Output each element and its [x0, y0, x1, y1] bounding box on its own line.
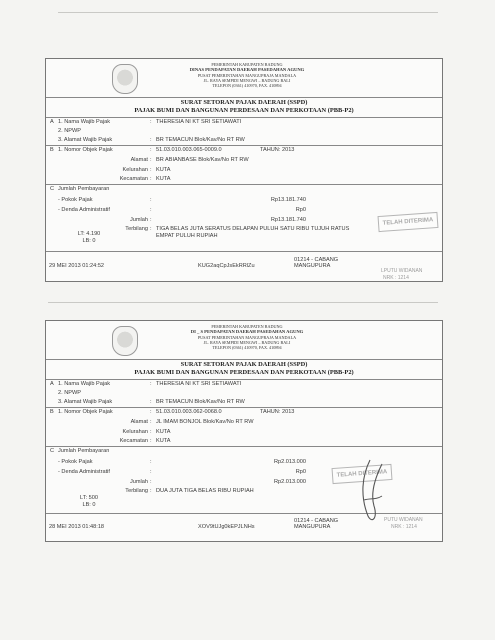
- colon: :: [150, 419, 152, 425]
- colon: :: [150, 488, 152, 494]
- label-terbilang: Terbilang: [125, 226, 148, 232]
- letterhead: [46, 59, 442, 98]
- colon: :: [150, 167, 152, 173]
- lh-line2: DINAS PENDAPATAN DAERAH PASEDAHAN AGUNG: [189, 67, 305, 73]
- value-lt: LT: 4.190: [77, 231, 101, 237]
- bank-branch-code: 01214 - CABANG: [294, 257, 339, 263]
- letterhead-text: [142, 324, 352, 350]
- title-line2: PAJAK BUMI DAN BANGUNAN PERDESAAN DAN PERKOTAAN (PBB-P2): [134, 106, 354, 114]
- label-denda: - Denda Administratif: [58, 469, 110, 475]
- government-emblem-icon: [112, 64, 138, 94]
- received-stamp: TELAH DITERIMA: [378, 212, 439, 232]
- lh-line3: PUSAT PEMERINTAHAN MANGUPRAJA MANDALA: [197, 72, 297, 78]
- lh-line5: TELEPON (0361) 410970, FAX. 410894: [212, 345, 282, 351]
- bank-branch-code: 01214 - CABANG: [294, 518, 339, 524]
- value-jumlah: Rp2.013.000: [273, 479, 306, 485]
- colon: :: [150, 137, 152, 143]
- value-kelurahan: KUTA: [156, 167, 171, 173]
- scan-edge: [48, 302, 438, 303]
- bank-branch: [294, 518, 338, 530]
- colon: :: [150, 381, 152, 387]
- value-pokok: Rp2.013.000: [273, 459, 306, 465]
- stamp-nrk: NRK : 1214: [391, 524, 417, 530]
- divider: [46, 145, 442, 146]
- colon: :: [150, 438, 152, 444]
- label-kecamatan: Kecamatan: [119, 176, 148, 182]
- value-denda: Rp0: [295, 207, 306, 213]
- bank-branch-name: MANGUPURA: [294, 524, 331, 531]
- tahun: TAHUN: 2013: [260, 147, 295, 153]
- label-npwp: 2. NPWP: [58, 128, 82, 134]
- value-nop: 51.03.010.003.062-0068.0: [156, 409, 222, 415]
- lh-line3: PUSAT PEMERINTAHAN MANGUPRAJA MANDALA: [197, 334, 297, 340]
- value-nama: THERESIA NI KT SRI SETIAWATI: [156, 381, 242, 387]
- value-nama: THERESIA NI KT SRI SETIAWATI: [156, 119, 242, 125]
- label-kecamatan: Kecamatan: [119, 438, 148, 444]
- lh-line1: PEMERINTAH KABUPATEN BADUNG: [211, 324, 283, 329]
- value-jumlah: Rp13.181.740: [270, 217, 306, 223]
- value-terbilang: TIGA BELAS JUTA SERATUS DELAPAN PULUH SATU RIBU TUJUH RATUS EMPAT PULUH RUPIAH: [156, 226, 350, 239]
- stamp-officer: LPUTU WIDANAN: [381, 268, 423, 274]
- colon: :: [150, 176, 152, 182]
- label-alamat: Alamat: [130, 157, 148, 163]
- divider: [46, 117, 442, 118]
- label-nama: 1. Nama Wajib Pajak: [58, 119, 111, 125]
- lh-line4: JL. RAYA SEMPIDI MENGWI – BADUNG BALI: [203, 339, 291, 345]
- transaction-code: XOV9tUJg0kEPJLNHs: [198, 524, 255, 530]
- section-c-marker: C: [50, 448, 55, 454]
- stamp-officer: PUTU WIDANAN: [384, 517, 423, 523]
- letterhead: [46, 321, 442, 360]
- label-denda: - Denda Administratif: [58, 207, 110, 213]
- colon: :: [150, 459, 152, 465]
- lh-line1: PEMERINTAH KABUPATEN BADUNG: [211, 62, 283, 67]
- divider: [46, 379, 442, 380]
- lh-line2: DI _ S PENDAPATAN DAERAH PASEDAHAN AGUNG: [190, 329, 304, 335]
- label-jumlah: Jumlah: [129, 217, 148, 223]
- label-terbilang: Terbilang: [125, 488, 148, 494]
- section-a-marker: A: [50, 119, 54, 125]
- document-title: [46, 361, 442, 376]
- section-a-marker: A: [50, 381, 54, 387]
- letterhead-text: [142, 62, 352, 88]
- value-terbilang: DUA JUTA TIGA BELAS RIBU RUPIAH: [156, 488, 254, 494]
- label-pokok: - Pokok Pajak: [58, 459, 93, 465]
- label-nop: 1. Nomor Objek Pajak: [58, 409, 113, 415]
- label-nop: 1. Nomor Objek Pajak: [58, 147, 113, 153]
- label-kelurahan: Kelurahan: [122, 167, 148, 173]
- title-line1: SURAT SETORAN PAJAK DAERAH (SSPD): [180, 99, 308, 106]
- colon: :: [150, 399, 152, 405]
- lh-line5: TELEPON (0361) 410970, FAX. 410894: [212, 83, 282, 89]
- colon: :: [150, 226, 152, 232]
- payment-date: 29 MEI 2013 01:24:52: [49, 263, 105, 269]
- colon: :: [150, 207, 152, 213]
- label-npwp: 2. NPWP: [58, 390, 82, 396]
- value-alamat-wp: BR TEMACUN Blok/Kav/No RT RW: [156, 137, 245, 143]
- land-building-area: [72, 231, 106, 244]
- section-b-marker: B: [50, 147, 54, 153]
- value-denda: Rp0: [295, 469, 306, 475]
- value-kecamatan: KUTA: [156, 438, 171, 444]
- divider: [46, 446, 442, 447]
- label-jumlah: Jumlah: [129, 479, 148, 485]
- label-jumlah-pembayaran: Jumlah Pembayaran: [58, 186, 110, 192]
- colon: :: [150, 429, 152, 435]
- section-b-marker: B: [50, 409, 54, 415]
- colon: :: [150, 409, 152, 415]
- scan-edge: [58, 12, 438, 13]
- value-kelurahan: KUTA: [156, 429, 171, 435]
- value-tahun: 2013: [281, 147, 295, 153]
- value-lt: LT: 500: [80, 495, 98, 501]
- section-c-marker: C: [50, 186, 55, 192]
- label-kelurahan: Kelurahan: [122, 429, 148, 435]
- stamp-nrk: NRK : 1214: [383, 275, 409, 281]
- received-stamp: TELAH DITERIMA: [332, 464, 393, 484]
- colon: :: [150, 197, 152, 203]
- value-tahun: 2013: [281, 409, 295, 415]
- government-emblem-icon: [112, 326, 138, 356]
- value-pokok: Rp13.181.740: [270, 197, 306, 203]
- colon: :: [150, 119, 152, 125]
- value-lb: LB: 0: [82, 501, 96, 508]
- payment-date: 28 MEI 2013 01:48:18: [49, 524, 105, 530]
- colon: :: [150, 217, 152, 223]
- colon: :: [150, 157, 152, 163]
- label-alamat-wp: 3. Alamat Wajib Pajak: [58, 137, 113, 143]
- label-tahun: TAHUN: [260, 409, 279, 415]
- divider: [46, 184, 442, 185]
- lh-line4: JL. RAYA SEMPIDI MENGWI – BADUNG BALI: [203, 77, 291, 83]
- transaction-code: KUG2aqCpJsEkRRlZu: [198, 263, 255, 269]
- sspd-receipt-2: [45, 320, 443, 542]
- bank-branch-name: MANGUPURA: [294, 263, 331, 270]
- land-building-area: [72, 495, 106, 508]
- label-jumlah-pembayaran: Jumlah Pembayaran: [58, 448, 110, 454]
- colon: :: [150, 147, 152, 153]
- signature-icon: [356, 456, 386, 526]
- colon: :: [150, 469, 152, 475]
- value-alamat: BR ABIANBASE Blok/Kav/No RT RW: [156, 157, 249, 163]
- label-tahun: TAHUN: [260, 147, 279, 153]
- divider: [46, 251, 442, 252]
- document-title: [46, 99, 442, 114]
- label-nama: 1. Nama Wajib Pajak: [58, 381, 111, 387]
- sspd-receipt-1: [45, 58, 443, 282]
- value-kecamatan: KUTA: [156, 176, 171, 182]
- value-alamat: JL IMAM BONJOL Blok/Kav/No RT RW: [156, 419, 254, 425]
- label-pokok: - Pokok Pajak: [58, 197, 93, 203]
- divider: [46, 407, 442, 408]
- tahun: TAHUN: 2013: [260, 409, 295, 415]
- value-nop: 51.03.010.003.065-0009.0: [156, 147, 222, 153]
- colon: :: [150, 479, 152, 485]
- value-alamat-wp: BR TEMACUN Blok/Kav/No RT RW: [156, 399, 245, 405]
- value-lb: LB: 0: [82, 237, 96, 244]
- bank-branch: [294, 257, 338, 269]
- title-line2: PAJAK BUMI DAN BANGUNAN PERDESAAN DAN PERKOTAAN (PBB-P2): [134, 368, 354, 376]
- label-alamat-wp: 3. Alamat Wajib Pajak: [58, 399, 113, 405]
- title-line1: SURAT SETORAN PAJAK DAERAH (SSPD): [180, 361, 308, 368]
- label-alamat: Alamat: [130, 419, 148, 425]
